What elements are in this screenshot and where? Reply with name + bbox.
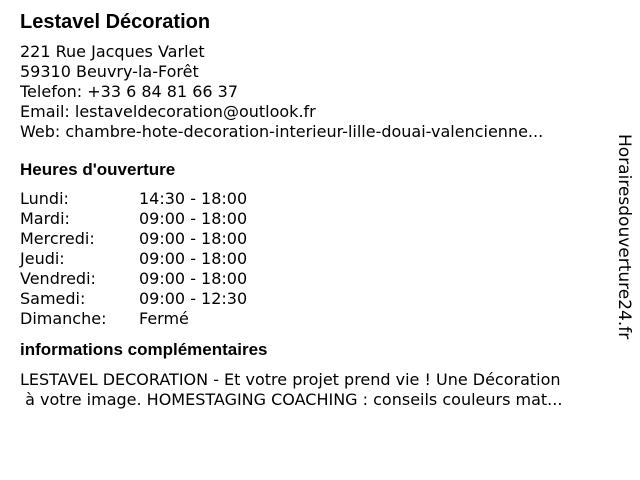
day-label: Jeudi: [20, 249, 65, 268]
description-line-2: à votre image. HOMESTAGING COACHING : conseils couleurs mat... [20, 390, 563, 409]
address-city: 59310 Beuvry-la-Forêt [20, 62, 199, 81]
day-label: Dimanche: [20, 309, 107, 328]
email-text[interactable]: Email: lestaveldecoration@outlook.fr [20, 102, 316, 121]
site-watermark: Horairesdouverture24.fr [614, 134, 634, 340]
time-value: 09:00 - 18:00 [139, 209, 248, 228]
day-label: Vendredi: [20, 269, 96, 288]
additional-info-heading: informations complémentaires [20, 340, 268, 359]
hours-row-monday [20, 189, 610, 209]
opening-hours-heading: Heures d'ouverture [20, 160, 176, 179]
time-value: Fermé [139, 309, 189, 328]
hours-row-thursday [20, 249, 610, 269]
phone-text[interactable]: Telefon: +33 6 84 81 66 37 [20, 82, 239, 101]
website-text[interactable]: Web: chambre-hote-decoration-interieur-lille-douai-valencienne... [20, 122, 544, 141]
day-label: Samedi: [20, 289, 86, 308]
time-value: 14:30 - 18:00 [139, 189, 248, 208]
business-name: Lestavel Décoration [20, 11, 211, 33]
day-label: Mercredi: [20, 229, 95, 248]
hours-row-friday [20, 269, 610, 289]
address-street: 221 Rue Jacques Varlet [20, 42, 205, 61]
time-value: 09:00 - 18:00 [139, 249, 248, 268]
business-card [20, 10, 610, 410]
time-value: 09:00 - 18:00 [139, 229, 248, 248]
time-value: 09:00 - 12:30 [139, 289, 248, 308]
hours-row-sunday [20, 309, 610, 329]
description-text [20, 370, 620, 410]
hours-row-wednesday [20, 229, 610, 249]
day-label: Lundi: [20, 189, 69, 208]
description-line-1: LESTAVEL DECORATION - Et votre projet prend vie ! Une Décoration [20, 370, 561, 389]
hours-row-saturday [20, 289, 610, 309]
day-label: Mardi: [20, 209, 70, 228]
hours-row-tuesday [20, 209, 610, 229]
opening-hours-table [20, 189, 610, 329]
time-value: 09:00 - 18:00 [139, 269, 248, 288]
